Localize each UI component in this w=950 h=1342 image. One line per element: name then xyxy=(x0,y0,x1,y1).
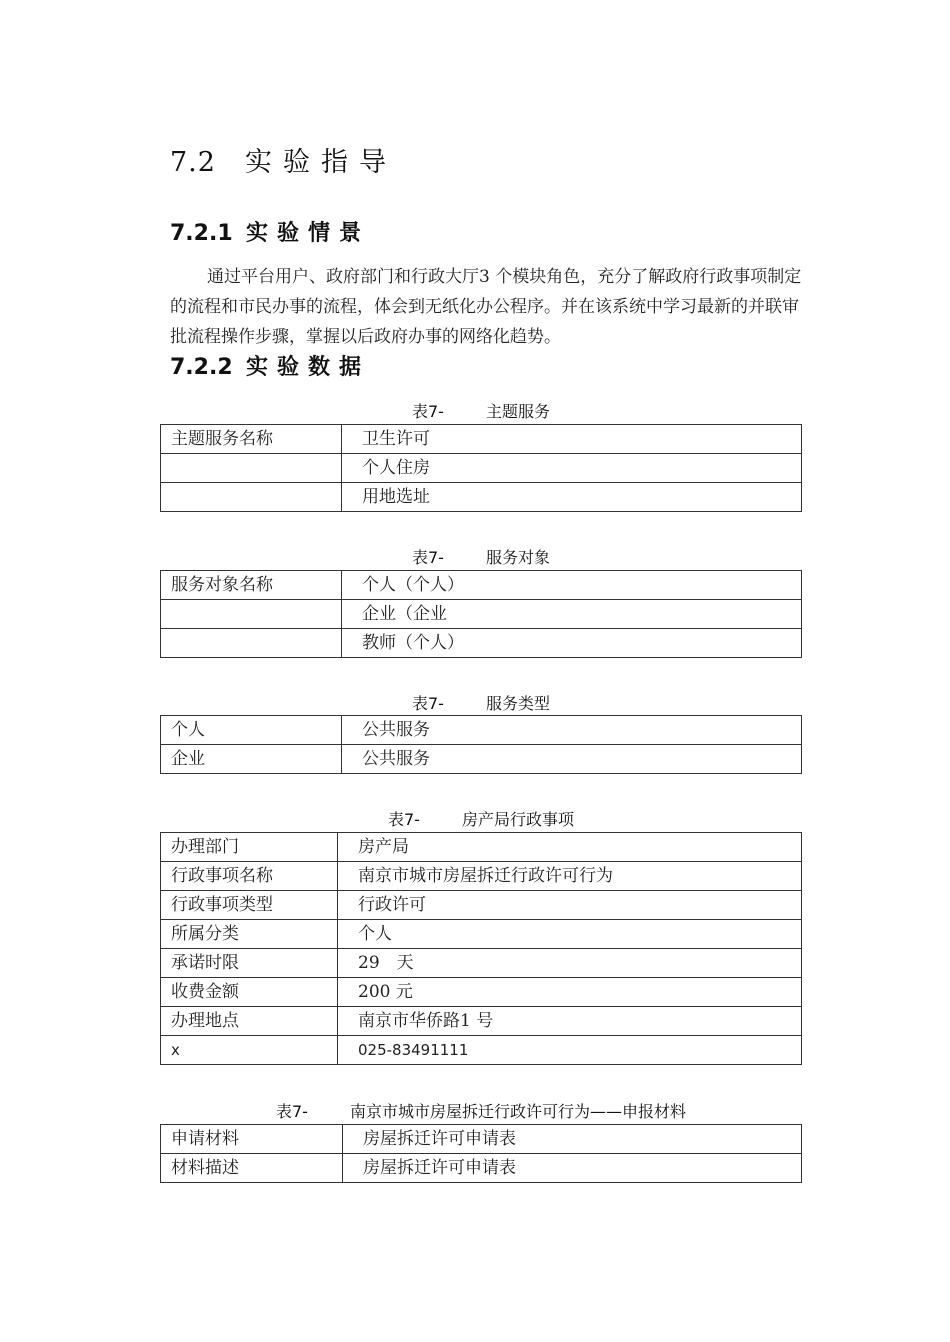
table-row xyxy=(161,716,802,745)
table-row xyxy=(161,745,802,774)
table-caption xyxy=(160,545,802,568)
table-row xyxy=(161,571,802,600)
subsection-number: 7.2.2 xyxy=(170,355,233,380)
table-row xyxy=(161,1125,802,1154)
table-caption-title: 服务类型 xyxy=(485,694,550,713)
service-object-table xyxy=(160,570,802,658)
table-cell: 行政事项类型 xyxy=(161,891,338,920)
table-cell: 收费金额 xyxy=(161,978,338,1007)
table-caption-label: 表7- xyxy=(412,694,444,713)
table-cell: 教师（个人） xyxy=(342,629,802,658)
table-cell: x xyxy=(161,1036,338,1065)
table-cell: 个人 xyxy=(338,920,802,949)
table-cell: 房屋拆迁许可申请表 xyxy=(343,1125,802,1154)
table-caption xyxy=(160,399,802,422)
table-cell: 南京市华侨路1 号 xyxy=(338,1007,802,1036)
subsection-number: 7.2.1 xyxy=(170,221,233,246)
table-row xyxy=(161,833,802,862)
table-caption-title: 南京市城市房屋拆迁行政许可行为——申报材料 xyxy=(349,1102,686,1121)
table-caption-title: 房产局行政事项 xyxy=(461,810,574,829)
table-cell xyxy=(161,629,342,658)
table-cell xyxy=(161,483,342,512)
section-title: 实验指导 xyxy=(245,147,397,178)
table-row xyxy=(161,949,802,978)
table-cell: 29 天 xyxy=(338,949,802,978)
table-row xyxy=(161,1007,802,1036)
table-row xyxy=(161,891,802,920)
table-cell: 行政事项名称 xyxy=(161,862,338,891)
table-cell: 承诺时限 xyxy=(161,949,338,978)
table-caption-label: 表7- xyxy=(412,402,444,421)
subsection-heading-data xyxy=(170,350,370,381)
table-cell: 主题服务名称 xyxy=(161,425,342,454)
table-cell: 个人住房 xyxy=(342,454,802,483)
table-row xyxy=(161,629,802,658)
table-cell: 所属分类 xyxy=(161,920,338,949)
table-cell: 办理部门 xyxy=(161,833,338,862)
table-row xyxy=(161,425,802,454)
subsection-title: 实验情景 xyxy=(246,221,371,246)
table-caption xyxy=(160,1099,802,1122)
table-caption-label: 表7- xyxy=(276,1102,308,1121)
housing-bureau-table xyxy=(160,832,802,1065)
table-row xyxy=(161,862,802,891)
table-cell: 材料描述 xyxy=(161,1154,343,1183)
table-cell: 025-83491111 xyxy=(338,1036,802,1065)
table-cell: 200 元 xyxy=(338,978,802,1007)
table-caption xyxy=(160,807,802,830)
table-row xyxy=(161,920,802,949)
table-cell: 办理地点 xyxy=(161,1007,338,1036)
table-cell: 企业（企业 xyxy=(342,600,802,629)
table-cell: 公共服务 xyxy=(342,745,802,774)
table-row xyxy=(161,483,802,512)
table-cell: 房产局 xyxy=(338,833,802,862)
table-cell: 个人（个人） xyxy=(342,571,802,600)
table-cell: 房屋拆迁许可申请表 xyxy=(343,1154,802,1183)
table-cell: 卫生许可 xyxy=(342,425,802,454)
application-materials-table xyxy=(160,1124,802,1183)
table-row xyxy=(161,978,802,1007)
table-row xyxy=(161,1036,802,1065)
table-cell: 行政许可 xyxy=(338,891,802,920)
table-row xyxy=(161,454,802,483)
table-caption-label: 表7- xyxy=(388,810,420,829)
table-caption-title: 服务对象 xyxy=(485,548,550,567)
table-cell: 公共服务 xyxy=(342,716,802,745)
table-cell: 服务对象名称 xyxy=(161,571,342,600)
table-cell xyxy=(161,600,342,629)
theme-service-table xyxy=(160,424,802,512)
table-cell xyxy=(161,454,342,483)
intro-paragraph xyxy=(170,262,810,352)
subsection-heading-scenario xyxy=(170,216,370,247)
table-cell: 南京市城市房屋拆迁行政许可行为 xyxy=(338,862,802,891)
table-row xyxy=(161,600,802,629)
section-heading xyxy=(170,140,397,179)
table-caption xyxy=(160,691,802,714)
subsection-title: 实验数据 xyxy=(246,355,371,380)
table-caption-title: 主题服务 xyxy=(485,402,550,421)
table-row xyxy=(161,1154,802,1183)
table-cell: 企业 xyxy=(161,745,342,774)
table-cell: 申请材料 xyxy=(161,1125,343,1154)
table-cell: 个人 xyxy=(161,716,342,745)
table-caption-label: 表7- xyxy=(412,548,444,567)
table-cell: 用地选址 xyxy=(342,483,802,512)
intro-text: 通过平台用户、政府部门和行政大厅3 个模块角色，充分了解政府行政事项制定的流程和市民办事的流程，体会到无纸化办公程序。并在该系统中学习最新的并联审批流程操作步骤，掌握以后政府办事的网络化趋势。 xyxy=(170,267,802,347)
section-number: 7.2 xyxy=(170,147,216,178)
service-type-table xyxy=(160,715,802,774)
